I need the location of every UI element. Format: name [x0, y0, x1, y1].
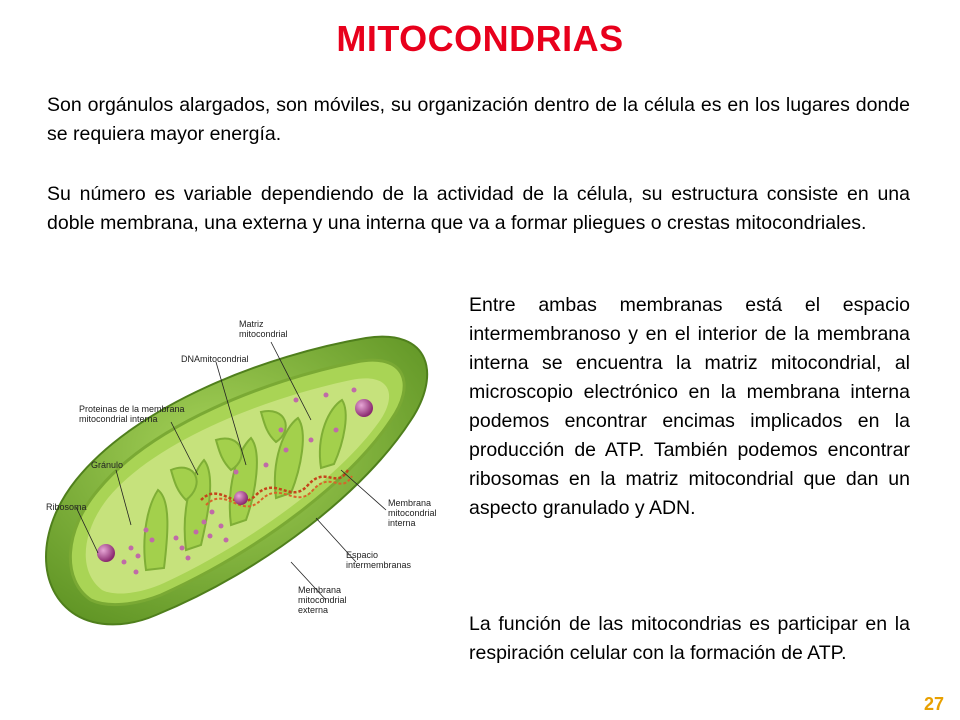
diagram-label-line: mitocondrial: [388, 508, 437, 518]
label-granulo: Gránulo: [91, 460, 124, 470]
mitochondria-diagram: [36, 300, 446, 630]
diagram-label-line: mitocondrial interna: [79, 414, 158, 424]
page-number: 27: [923, 694, 944, 714]
label-matriz: Matriz: [239, 319, 264, 329]
label-dna: DNAmitocondrial: [181, 354, 249, 364]
label-espacio: Espacio: [346, 550, 379, 560]
diagram-label-line: intermembranas: [346, 560, 412, 570]
label-ribosoma: Ribosoma: [46, 502, 87, 512]
label-proteinas: Proteinas de la membrana: [79, 404, 185, 414]
label-membrana-interna: Membrana: [388, 498, 432, 508]
membranes-paragraph: Entre ambas membranas está el espacio intermembranoso y en el interior de la membrana interna se encuentra la matriz mitocondrial, al microscopio electrónico en la membrana interna podemos encontrar encimas implicados en la producción de ATP. También podemos encontrar ribosomas en la matriz mitocondrial que dan un aspecto granulado y ADN.: [469, 294, 910, 519]
diagram-label-line: interna: [388, 518, 416, 528]
label-membrana-externa: Membrana: [298, 585, 342, 595]
slide-title: MITOCONDRIAS: [336, 18, 624, 59]
intro-paragraph: Son orgánulos alargados, son móviles, su organización dentro de la célula es en los lugares donde se requiera mayor energía.: [47, 94, 910, 145]
function-paragraph: La función de las mitocondrias es participar en la respiración celular con la formación de ATP.: [469, 613, 910, 664]
structure-paragraph: Su número es variable dependiendo de la actividad de la célula, su estructura consiste en una doble membrana, una externa y una interna que va a formar pliegues o crestas mitocondriales.: [47, 183, 910, 234]
diagram-label-line: mitocondrial: [239, 329, 288, 339]
diagram-label-line: externa: [298, 605, 329, 615]
diagram-label-line: mitocondrial: [298, 595, 347, 605]
